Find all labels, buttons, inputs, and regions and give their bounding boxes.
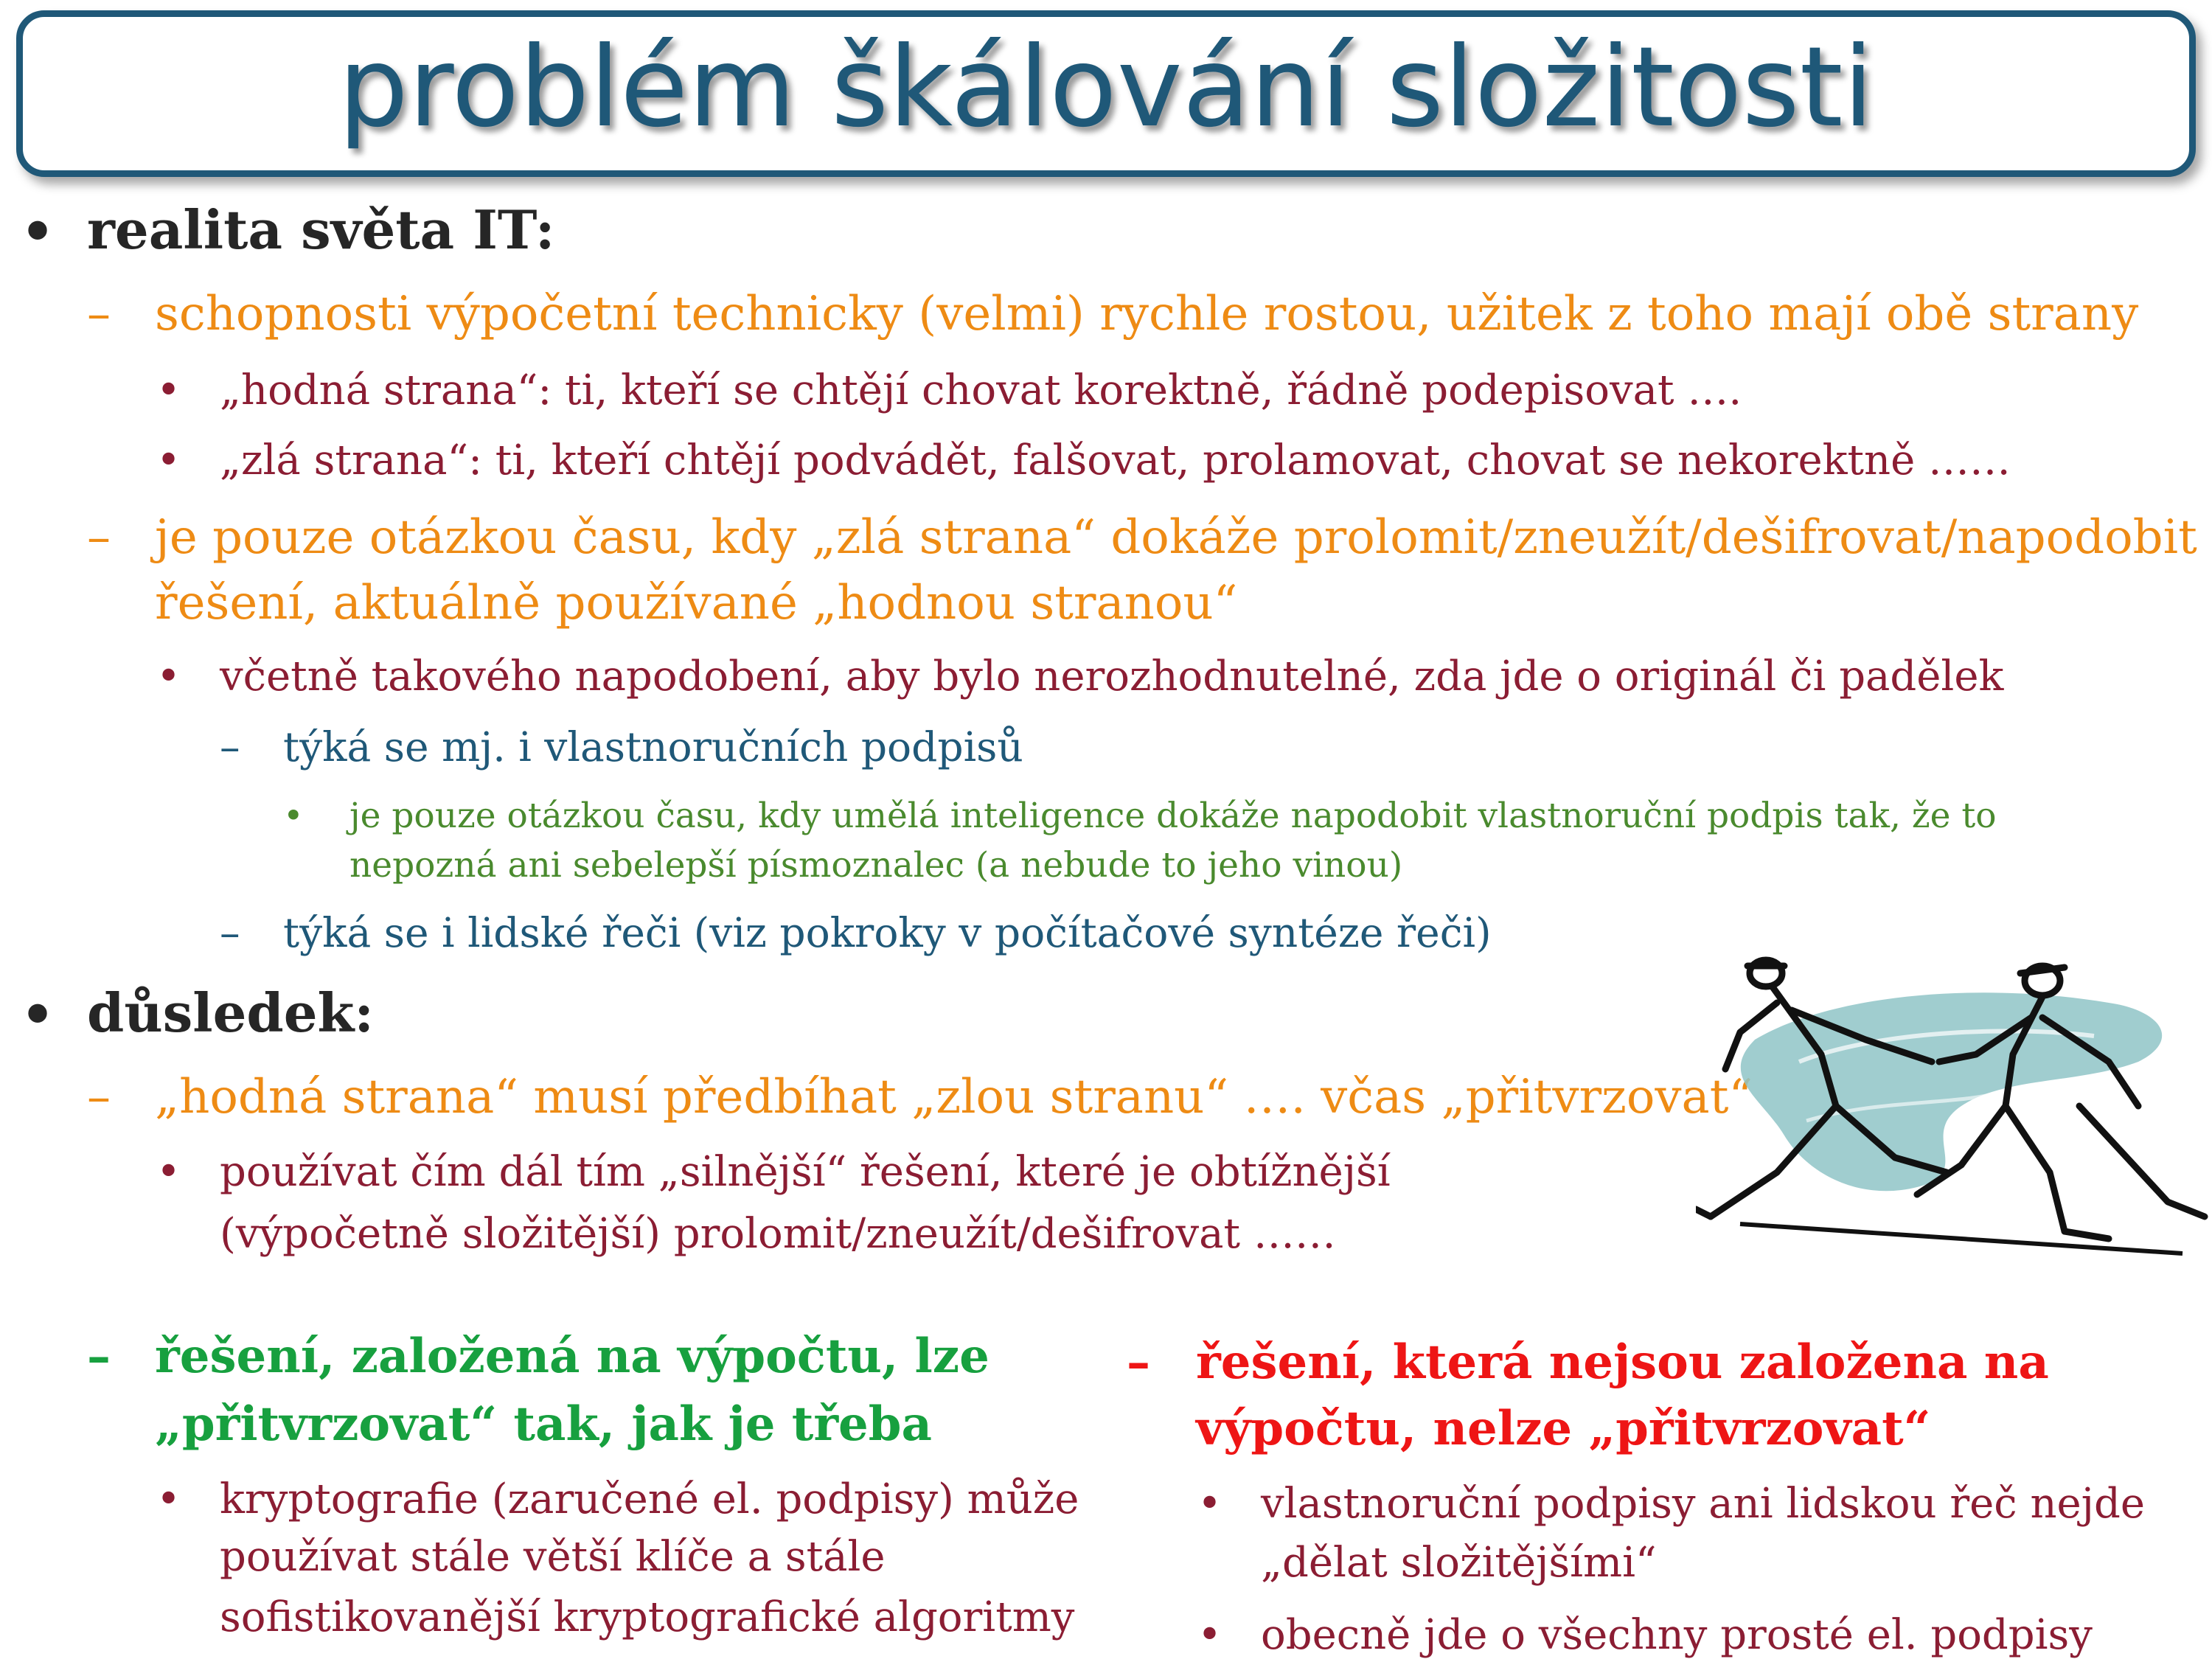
- computational-solutions-line-2: „přitvrzovat“ tak, jak je třeba: [155, 1397, 932, 1452]
- dash-marker: –: [1127, 1335, 1150, 1390]
- dash-marker: –: [87, 1329, 111, 1384]
- reality-item-2-line-2: řešení, aktuálně používané „hodnou stranou“: [155, 576, 1238, 630]
- dash-marker: –: [87, 287, 111, 341]
- simple-signatures-line: obecně jde o všechny prosté el. podpisy: [1261, 1611, 2093, 1659]
- crypto-line-1: kryptografie (zaručené el. podpisy) může: [220, 1475, 1079, 1523]
- consequence-sub-line-2: (výpočetně složitější) prolomit/zneužít/dešifrovat ……: [220, 1210, 1336, 1258]
- signatures-item: týká se mj. i vlastnoručních podpisů: [283, 723, 1023, 771]
- bullet-marker: •: [1197, 1480, 1222, 1528]
- crypto-line-3: sofistikovanější kryptografické algoritmy: [220, 1593, 1075, 1641]
- dash-marker: –: [87, 1070, 111, 1124]
- handwritten-line-2: „dělat složitějšími“: [1261, 1539, 1657, 1587]
- non-computational-line-2: výpočtu, nelze „přitvrzovat“: [1196, 1401, 1931, 1456]
- bullet-marker: •: [21, 983, 55, 1046]
- heading-reality: realita světa IT:: [87, 198, 555, 261]
- heading-consequence: důsledek:: [87, 981, 375, 1044]
- reality-item-1-sub-1: „hodná strana“: ti, kteří se chtějí chovat korektně, řádně podepisovat ….: [220, 366, 1742, 414]
- bullet-marker: •: [156, 653, 181, 700]
- bullet-marker: •: [283, 796, 304, 836]
- speech-item: týká se i lidské řeči (viz pokroky v počítačové syntéze řeči): [283, 909, 1492, 956]
- bullet-marker: •: [21, 200, 55, 262]
- title-box: [16, 10, 2196, 177]
- dash-marker: –: [220, 909, 240, 956]
- computational-solutions-line-1: řešení, založená na výpočtu, lze: [155, 1329, 990, 1384]
- non-computational-line-1: řešení, která nejsou založena na: [1196, 1335, 2049, 1390]
- dash-marker: –: [87, 510, 111, 565]
- ai-signature-line-1: je pouze otázkou času, kdy umělá inteligence dokáže napodobit vlastnoruční podpis tak, že to: [349, 796, 1997, 836]
- bullet-marker: •: [1197, 1611, 1222, 1659]
- bullet-marker: •: [156, 437, 181, 484]
- page-title: problém škálování složitosti: [338, 24, 1874, 152]
- ground-line: [1740, 1224, 2183, 1253]
- bullet-marker: •: [156, 1148, 181, 1196]
- dash-marker: –: [220, 723, 240, 771]
- bullet-marker: •: [156, 366, 181, 414]
- ai-signature-line-2: nepozná ani sebelepší písmoznalec (a nebude to jeho vinou): [349, 845, 1403, 886]
- reality-item-2-sub-1: včetně takového napodobení, aby bylo nerozhodnutelné, zda jde o originál či padělek: [220, 653, 2004, 700]
- consequence-sub-line-1: používat čím dál tím „silnější“ řešení, které je obtížnější: [220, 1148, 1391, 1196]
- crypto-line-2: používat stále větší klíče a stále: [220, 1533, 886, 1581]
- relay-race-illustration: [1696, 951, 2212, 1261]
- reality-item-2-line-1: je pouze otázkou času, kdy „zlá strana“ dokáže prolomit/zneužít/dešifrovat/napodobit: [155, 510, 2197, 565]
- consequence-item-1: „hodná strana“ musí předbíhat „zlou stranu“ …. včas „přitvrzovat“: [155, 1070, 1753, 1124]
- bullet-marker: •: [156, 1475, 181, 1523]
- handwritten-line-1: vlastnoruční podpisy ani lidskou řeč nejde: [1261, 1480, 2145, 1528]
- swoosh-background: [1741, 992, 2162, 1191]
- reality-item-1-sub-2: „zlá strana“: ti, kteří chtějí podvádět, falšovat, prolamovat, chovat se nekorektně ……: [220, 437, 2011, 484]
- reality-item-1: schopnosti výpočetní technicky (velmi) rychle rostou, užitek z toho mají obě strany: [155, 287, 2139, 341]
